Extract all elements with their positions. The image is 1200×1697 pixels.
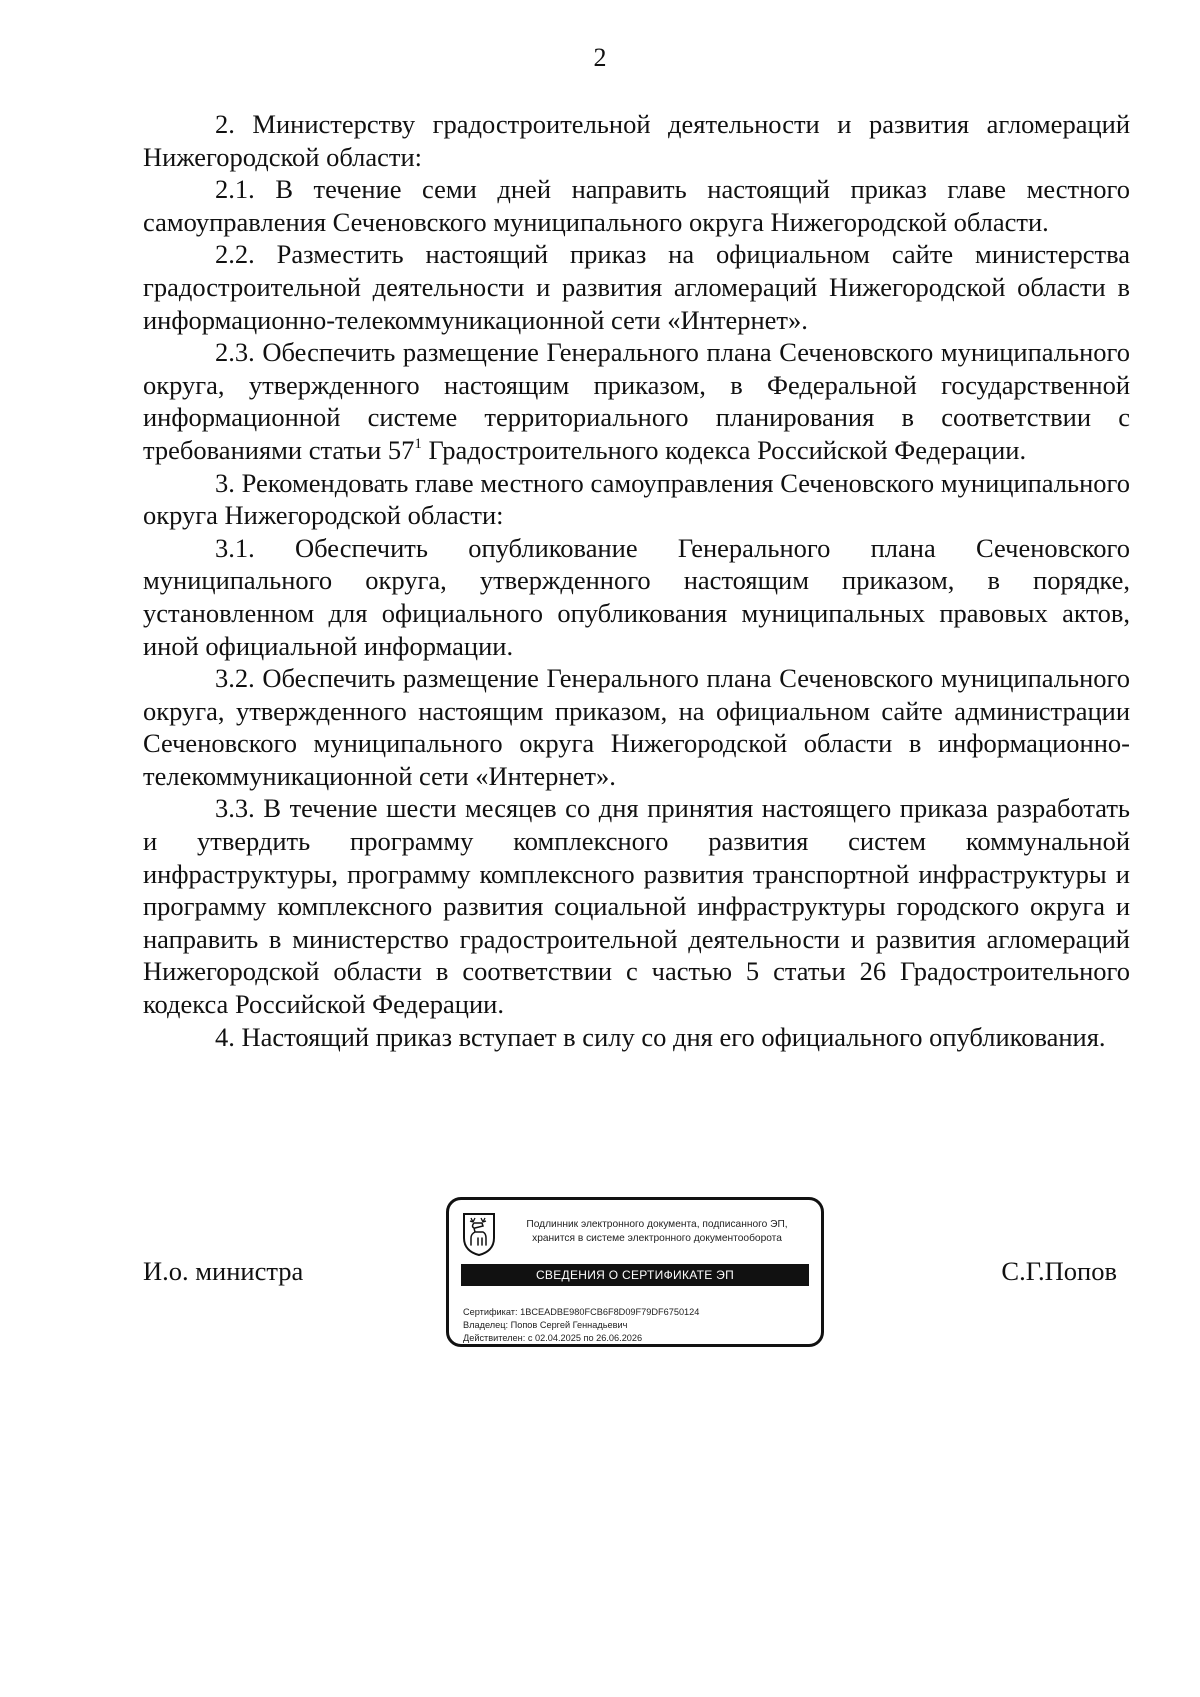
paragraph-3-3: 3.3. В течение шести месяцев со дня принятия настоящего приказа разработать и утвердить программу комплексного развития систем коммунальной инфраструктуры, программу комплексного развития транспортной инфраструктуры и программу комплексного развития социальной инфраструктуры городского округа и направить в министерство градостроительной деятельности и развития агломераций Нижегородской области в соответствии с частью 5 статьи 26 Градостроительного кодекса Российской Федерации. bbox=[143, 793, 1130, 1020]
certificate-number: Сертификат: 1BCEADBE980FCB6F8D09F79DF6750124 bbox=[463, 1307, 700, 1317]
certificate-owner: Владелец: Попов Сергей Геннадьевич bbox=[463, 1320, 628, 1330]
paragraph-2: 2. Министерству градостроительной деятельности и развития агломераций Нижегородской области: bbox=[143, 109, 1130, 172]
electronic-signature-stamp bbox=[446, 1197, 824, 1347]
stamp-note-line-2: хранится в системе электронного документооборота bbox=[532, 1233, 782, 1244]
certificate-validity: Действителен: с 02.04.2025 по 26.06.2026 bbox=[463, 1333, 643, 1343]
paragraph-2-3-tail: Градостроительного кодекса Российской Федерации. bbox=[421, 434, 1027, 465]
signer-title: И.о. министра bbox=[143, 1256, 304, 1286]
stamp-note-line-1: Подлинник электронного документа, подписанного ЭП, bbox=[526, 1219, 788, 1230]
certificate-header-bar: СВЕДЕНИЯ О СЕРТИФИКАТЕ ЭП bbox=[461, 1264, 809, 1286]
document-body bbox=[143, 108, 1130, 1053]
paragraph-3-1: 3.1. Обеспечить опубликование Генерального плана Сеченовского муниципального округа, утвержденного настоящим приказом, в порядке, установленном для официального опубликования муниципальных правовых актов, иной официальной информации. bbox=[143, 532, 1130, 661]
page-number: 2 bbox=[593, 43, 607, 72]
paragraph-2-3-text: 2.3. Обеспечить размещение Генерального плана Сеченовского муниципального округа, утвержденного настоящим приказом, в Федеральной государственной информационной системе территориального планирования в соответствии с требованиями статьи 57 bbox=[143, 337, 1130, 465]
certificate-details bbox=[463, 1306, 813, 1345]
nizhny-novgorod-deer-emblem-icon bbox=[461, 1212, 497, 1256]
paragraph-2-2: 2.2. Разместить настоящий приказ на официальном сайте министерства градостроительной деятельности и развития агломераций Нижегородской области в информационно-телекоммуникационной сети «Интернет». bbox=[143, 239, 1130, 335]
signer-name: С.Г.Попов bbox=[1001, 1256, 1117, 1286]
paragraph-3-2: 3.2. Обеспечить размещение Генерального плана Сеченовского муниципального округа, утвержденного настоящим приказом, на официальном сайте администрации Сеченовского муниципального округа Нижегородской области в информационно-телекоммуникационной сети «Интернет». bbox=[143, 663, 1130, 791]
paragraph-4: 4. Настоящий приказ вступает в силу со дня его официального опубликования. bbox=[215, 1021, 1106, 1052]
paragraph-3: 3. Рекомендовать главе местного самоуправления Сеченовского муниципального округа Нижегородской области: bbox=[143, 467, 1130, 531]
stamp-note bbox=[507, 1218, 807, 1246]
article-superscript: 1 bbox=[414, 435, 422, 452]
paragraph-2-3 bbox=[143, 336, 1130, 466]
paragraph-2-1: 2.1. В течение семи дней направить настоящий приказ главе местного самоуправления Сеченовского муниципального округа Нижегородской области. bbox=[143, 174, 1130, 237]
